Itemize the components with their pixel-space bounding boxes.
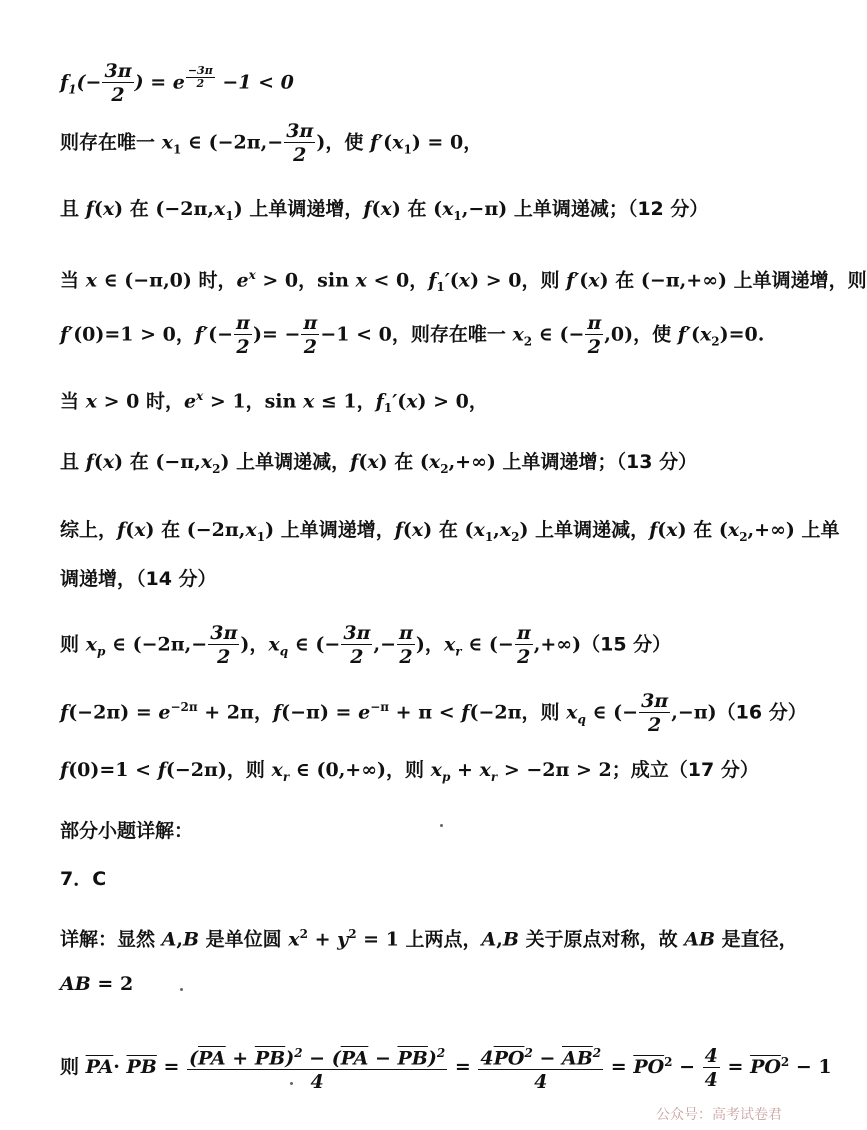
line-17: 则 $\overline{PA}\cdot \overline{PB}$ = $\frac{(\overline{PA} + \overline{PB})^2 - (\overline{PA} - \overline{PB})^2}{4}$ = $\frac{4\overline{PO}^2 - \overline{AB}^2}{4}$ = $\overline{PO}^2$ − $\frac{4}{4}$ = $\overline{PO}^2 - 1$ [60, 1042, 760, 1094]
line-8: 综上，f(x) 在 $(-2\pi,x_1)$ 上单调递增，f(x) 在 $(x_1,x_2)$ 上单调递减，f(x) 在 $(x_2,+\infty)$ 上单 [60, 519, 840, 544]
fraction: $\frac{\pi}{2}$ [587, 312, 602, 358]
fraction: $\frac{\pi}{2}$ [399, 622, 413, 668]
fraction: $\frac{\pi}{2}$ [303, 312, 318, 358]
fraction: $\frac{3\pi}{2}$ [641, 690, 669, 736]
scan-speck [290, 1082, 293, 1085]
fraction: $\frac{(\overline{PA} + \overline{PB})^2 - (\overline{PA} - \overline{PB})^2}{4}$ [187, 1042, 447, 1094]
fraction: $\frac{4}{4}$ [704, 1044, 718, 1091]
line-11: $f(-2\pi) = e^{-2\pi} + 2\pi$，$f(-\pi) = e^{-\pi} + \pi < f(-2\pi$，则 $x_q$ ∈ (− $\frac{3\pi}{2}$ ,−π)（16 分） [60, 690, 807, 736]
line-6: 当 x > 0 时，$e^x > 1$，sin x ≤ 1，$f_1'(x) > 0$， [60, 389, 488, 416]
line-9: 调递增，（14 分） [60, 568, 217, 590]
line-5: f′(0)=1 > 0，f′(− $\frac{\pi}{2}$ )= − $\frac{\pi}{2}$ −1 < 0，则存在唯一 $x_2$ ∈ (− $\frac{\pi}{2}$ ,0)，使 $f'(x_2)=0$. [60, 312, 765, 358]
fraction: $\frac{3\pi}{2}$ [104, 60, 132, 106]
line-10: 则 $x_p$ ∈ (−2π,− $\frac{3\pi}{2}$ )，$x_q$ ∈ (− $\frac{3\pi}{2}$ ,− $\frac{\pi}{2}$ )，$x_r$ ∈ (− $\frac{\pi}{2}$ ,+∞)（15 分） [60, 622, 672, 668]
fraction: $\frac{3\pi}{2}$ [286, 120, 314, 166]
line-1: $f_1(-$ $\frac{3\pi}{2}$ ) = e $^{\frac{-3\pi}{2}}$ −1 < 0 [60, 60, 294, 106]
line-3: 且 f(x) 在 $(-2\pi,x_1)$ 上单调递增，f(x) 在 $(x_1,-\pi)$ 上单调递减；（12 分） [60, 198, 709, 223]
line-4: 当 x ∈ (−π,0) 时，$e^x > 0$，sin x < 0，$f_1'(x) > 0$，则 f′(x) 在 (−π,+∞) 上单调递增，则 [60, 268, 867, 295]
fraction: $\frac{3\pi}{2}$ [343, 622, 371, 668]
scan-speck [180, 988, 183, 991]
fraction: $\frac{\pi}{2}$ [516, 622, 531, 668]
line-14: 7．C [60, 868, 107, 890]
exponent-fraction: −3π 2 [187, 64, 213, 91]
line-12: f(0)=1 < f(−2π)，则 $x_r$ ∈ (0,+∞)，则 $x_p + x_r > -2\pi > 2$；成立（17 分） [60, 759, 759, 784]
line-2: 则存在唯一 $x_1$ ∈ (−2π,− $\frac{3\pi}{2}$ )，使 $f'(x_1) = 0$， [60, 120, 483, 166]
fraction: $\frac{4\overline{PO}^2 - \overline{AB}^2}{4}$ [478, 1042, 603, 1094]
line-13: 部分小题详解： [60, 820, 194, 842]
line-16: AB = 2 [60, 973, 134, 995]
scan-speck [440, 824, 443, 827]
line-15: 详解：显然 A,B 是单位圆 $x^2 + y^2 = 1$ 上两点，A,B 关于原点对称，故 AB 是直径， [60, 927, 798, 951]
watermark: 公众号：高考试卷君 [656, 1107, 782, 1123]
line-7: 且 f(x) 在 $(-\pi,x_2)$ 上单调递减，f(x) 在 $(x_2,+\infty)$ 上单调递增；（13 分） [60, 451, 698, 476]
fraction: $\frac{3\pi}{2}$ [210, 622, 238, 668]
fraction: $\frac{\pi}{2}$ [236, 312, 250, 358]
